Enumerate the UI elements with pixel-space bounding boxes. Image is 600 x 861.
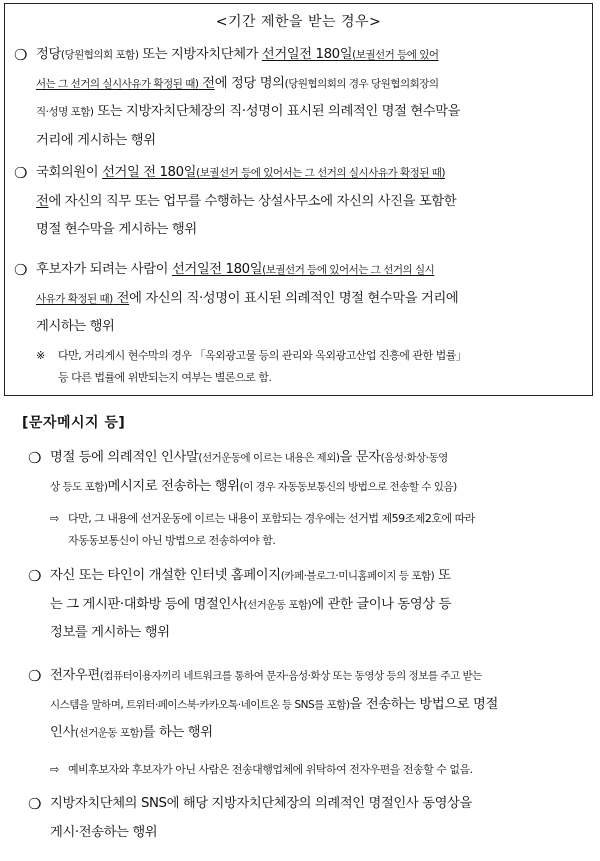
text-segment: 전 — [36, 193, 49, 209]
text-segment: 시스템을 말하며, 트위터·페이스북·카카오톡·네이트온 등 SNS를 포함) — [50, 698, 350, 711]
text-segment: 에 자신의 직·성명이 표시된 의례적인 명절 현수막을 거리에 — [129, 290, 459, 306]
text-segment: (보궐선거 등에 있어 — [352, 49, 439, 61]
arrow-right-icon: ⇨ — [50, 763, 59, 776]
box-item-candidate-banner — [14, 256, 589, 342]
text-segment: 정당 — [36, 47, 61, 62]
text-line — [50, 619, 593, 648]
circle-bullet-icon: ❍ — [28, 449, 42, 467]
text-segment: 선거일 전 180일 — [102, 165, 197, 180]
subnote-line: 자동동보통신이 아닌 방법으로 전송하여야 함. — [68, 534, 276, 547]
text-line — [36, 41, 589, 70]
box-item-text — [14, 256, 589, 342]
text-line — [50, 819, 593, 848]
text-line — [50, 591, 593, 620]
text-segment: 선거일전 180일 — [171, 262, 263, 277]
subnote-line: 다만, 그 내용에 선거운동에 이르는 내용이 포함되는 경우에는 선거법 제59조제2호에 따라 — [68, 512, 475, 525]
text-segment: 명절 현수막을 게시하는 행위 — [36, 222, 197, 237]
circle-bullet-icon: ❍ — [14, 46, 28, 64]
text-segment: 선거일전 180일 — [261, 47, 353, 62]
section-item-text — [28, 562, 593, 648]
circle-bullet-icon: ❍ — [28, 567, 42, 585]
circle-bullet-icon: ❍ — [14, 261, 28, 279]
text-line — [36, 98, 589, 127]
text-segment: 정보를 게시하는 행위 — [50, 625, 170, 640]
text-segment: 에 관한 글이나 동영상 등 — [311, 596, 452, 612]
text-segment: 게시하는 행위 — [36, 319, 115, 334]
text-segment: 상 등도 포함) — [50, 480, 108, 493]
subnote-line: 예비후보자와 후보자가 아닌 사람은 전송대행업체에 위탁하여 전자우편을 전송할 수 없음. — [68, 763, 473, 776]
text-line — [50, 719, 593, 748]
text-line — [50, 444, 593, 473]
circle-bullet-icon: ❍ — [28, 795, 42, 813]
text-line — [50, 790, 593, 819]
text-line — [50, 662, 593, 691]
reference-mark-icon: ※ — [36, 349, 45, 362]
section-item-text-message — [28, 444, 593, 501]
section-subnote — [50, 759, 595, 781]
text-line — [36, 159, 589, 188]
section-item-text — [28, 662, 593, 748]
text-segment: (당원협의회의 경우 당원협의회장의 — [284, 77, 439, 90]
text-segment: 거리에 게시하는 행위 — [36, 132, 156, 148]
text-segment: 자신 또는 타인이 개설한 인터넷 홈페이지 — [50, 568, 281, 583]
text-segment: (당원협의회 포함) — [60, 49, 139, 61]
text-segment: (보궐선거 등에 있어서는 그 선거의 실시 — [262, 264, 435, 276]
section-heading: [문자메시지 등] — [22, 415, 126, 431]
text-line — [36, 127, 589, 156]
text-segment: 지방자치단체의 SNS에 해당 지방자치단체장의 의례적인 명절인사 동영상을 — [50, 796, 472, 811]
box-item-text — [14, 159, 589, 245]
text-segment: 후보자가 되려는 사람이 — [36, 262, 172, 277]
circle-bullet-icon: ❍ — [14, 164, 28, 182]
text-line — [36, 285, 589, 314]
section-item-text — [28, 790, 593, 847]
text-segment: 전자우편 — [50, 668, 100, 683]
text-segment: 명절 등에 의례적인 인사말 — [50, 450, 199, 465]
box-item-party-banner — [14, 41, 589, 155]
text-segment: (이 경우 자동동보통신의 방법으로 전송할 수 있음) — [239, 480, 457, 493]
text-segment: 게시·전송하는 행위 — [50, 824, 158, 840]
text-segment: 인사 — [50, 725, 75, 740]
box-note-line: 등 다른 법률에 위반되는지 여부는 별론으로 함. — [58, 371, 272, 384]
text-segment: 또는 지방자치단체가 — [138, 47, 262, 62]
text-line — [50, 691, 593, 720]
box-item-text — [14, 41, 589, 155]
text-segment: (컴퓨터이용자끼리 네트워크를 통하여 문자·음성·화상 또는 동영상 등의 정보를 주고 받는 — [99, 670, 482, 682]
text-line — [50, 473, 593, 502]
text-segment: 을 전송하는 방법으로 명절 — [349, 696, 498, 712]
box-title: <기간 제한을 받는 경우> — [215, 14, 382, 30]
text-segment: 는 그 게시판·대화방 등에 명절인사 — [50, 596, 244, 612]
circle-bullet-icon: ❍ — [28, 667, 42, 685]
section-item-text — [28, 444, 593, 501]
text-line — [36, 70, 589, 99]
section-item-email — [28, 662, 593, 748]
text-segment: 에 자신의 직무 또는 업무를 수행하는 상설사무소에 자신의 사진을 포함한 — [48, 193, 457, 209]
text-segment: 또는 지방자치단체장의 직·성명이 표시된 의례적인 명절 현수막을 — [93, 104, 461, 119]
text-segment: 직·성명 포함) — [36, 106, 94, 118]
section-subnote — [50, 508, 595, 552]
text-segment: 서는 그 선거의 실시사유가 확정된 때) — [36, 77, 199, 90]
box-note — [36, 345, 586, 389]
text-segment: (선거운동 포함) — [74, 727, 143, 739]
text-segment: 국회의원이 — [36, 165, 103, 180]
text-segment: 를 하는 행위 — [142, 725, 213, 740]
text-segment: (선거운동 포함) — [243, 598, 312, 611]
text-segment: 전 — [112, 290, 130, 306]
box-item-assembly-office — [14, 159, 589, 245]
text-segment: (음성·화상·동영 — [380, 452, 448, 464]
text-line — [50, 562, 593, 591]
text-line — [36, 313, 589, 342]
text-line — [36, 256, 589, 285]
text-segment: (보궐선거 등에 있어서는 그 선거의 실시사유가 확정된 때) — [196, 167, 445, 179]
text-segment: 전 — [198, 75, 215, 91]
text-segment: (카페·블로그·미니홈페이지 등 포함) — [280, 570, 435, 582]
section-item-homepage — [28, 562, 593, 648]
text-segment: 에 정당 명의 — [214, 75, 285, 91]
section-item-sns-video — [28, 790, 593, 847]
text-segment: 또 — [434, 568, 451, 583]
text-line — [36, 216, 589, 245]
text-segment: 메시지로 전송하는 행위 — [107, 478, 240, 494]
text-segment: 을 문자 — [339, 450, 381, 465]
text-line — [36, 188, 589, 217]
text-segment: 사유가 확정된 때) — [36, 292, 113, 305]
box-note-line: 다만, 거리게시 현수막의 경우 「옥외광고물 등의 관리와 옥외광고산업 진흥에 관한 법률」 — [58, 349, 467, 362]
text-segment: (선거운동에 이르는 내용은 제외) — [198, 452, 340, 464]
arrow-right-icon: ⇨ — [50, 512, 59, 525]
